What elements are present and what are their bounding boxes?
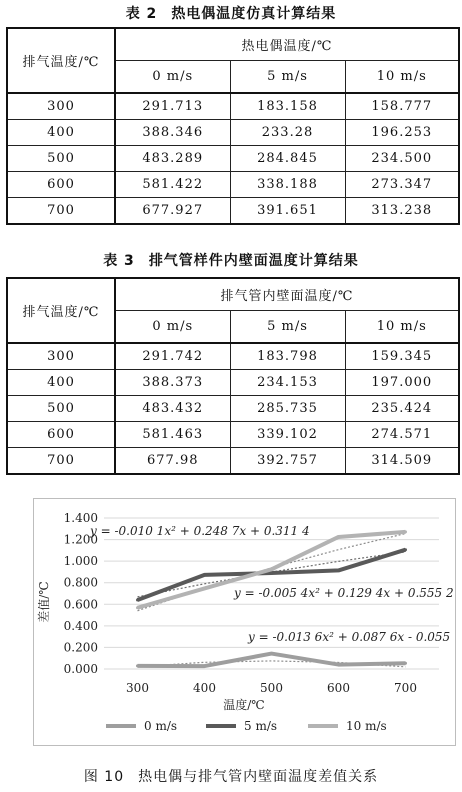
table2-col-header: 10 m/s <box>345 61 459 94</box>
table-cell: 285.735 <box>230 396 345 422</box>
data-point <box>136 664 139 667</box>
table-cell: 600 <box>7 422 115 448</box>
legend-label: 5 m/s <box>244 719 278 733</box>
y-axis-label: 差值/℃ <box>37 581 51 623</box>
series-line <box>138 654 406 667</box>
table-cell: 159.345 <box>345 343 459 370</box>
trend-equation-5ms: y = -0.005 4x² + 0.129 4x + 0.555 2 <box>234 586 454 600</box>
table-cell: 677.98 <box>115 448 230 475</box>
table-cell: 197.000 <box>345 370 459 396</box>
trend-equation-0ms: y = -0.013 6x² + 0.087 6x - 0.055 <box>248 630 451 644</box>
y-tick-label: 0.600 <box>63 597 98 612</box>
table-cell: 700 <box>7 448 115 475</box>
data-point <box>337 535 340 538</box>
table-cell: 483.432 <box>115 396 230 422</box>
table3-group-header: 排气管内壁面温度/℃ <box>115 278 459 311</box>
table-row <box>7 370 459 396</box>
data-point <box>404 548 407 551</box>
data-point <box>270 572 273 575</box>
y-tick-label: 1.000 <box>63 554 98 569</box>
figure-number: 图 10 <box>83 769 125 785</box>
y-tick-label: 0.000 <box>63 662 98 676</box>
x-tick-label: 300 <box>126 681 149 695</box>
table-cell: 291.713 <box>115 93 230 120</box>
y-tick-label: 0.200 <box>63 640 98 655</box>
table3-col-header: 0 m/s <box>115 311 230 344</box>
x-tick-label: 700 <box>394 681 417 695</box>
chart-frame <box>33 498 456 746</box>
y-tick-label: 0.800 <box>63 575 98 590</box>
x-tick-label: 400 <box>193 681 216 695</box>
table-row <box>7 172 459 198</box>
trend-equation-10ms: y = -0.010 1x² + 0.248 7x + 0.311 4 <box>90 524 310 538</box>
table-cell: 483.289 <box>115 146 230 172</box>
table3-col-header: 10 m/s <box>345 311 459 344</box>
figure-caption <box>0 766 462 786</box>
table-cell: 388.346 <box>115 120 230 146</box>
data-point <box>136 606 139 609</box>
table3-number: 表 3 <box>103 253 135 269</box>
table3-caption <box>0 250 462 270</box>
table-cell: 500 <box>7 396 115 422</box>
table-cell: 158.777 <box>345 93 459 120</box>
table2-number: 表 2 <box>125 6 158 22</box>
table3-row-header: 排气温度/℃ <box>7 278 115 343</box>
table-cell: 291.742 <box>115 343 230 370</box>
table-cell: 183.158 <box>230 93 345 120</box>
table-cell: 500 <box>7 146 115 172</box>
legend-label: 10 m/s <box>346 719 387 733</box>
table-cell: 391.651 <box>230 198 345 225</box>
data-point <box>404 530 407 533</box>
y-tick-label: 0.400 <box>63 618 98 633</box>
table-cell: 300 <box>7 343 115 370</box>
table-cell: 700 <box>7 198 115 225</box>
table-cell: 392.757 <box>230 448 345 475</box>
table-cell: 314.509 <box>345 448 459 475</box>
data-point <box>136 598 139 601</box>
legend-label: 0 m/s <box>144 719 178 733</box>
table2 <box>6 27 460 225</box>
table-cell: 235.424 <box>345 396 459 422</box>
table-cell: 400 <box>7 120 115 146</box>
table-row <box>7 396 459 422</box>
table-cell: 581.463 <box>115 422 230 448</box>
x-tick-label: 500 <box>260 681 283 695</box>
table-row <box>7 198 459 225</box>
table-cell: 400 <box>7 370 115 396</box>
table-row <box>7 120 459 146</box>
data-point <box>203 587 206 590</box>
y-tick-label: 1.200 <box>63 532 98 547</box>
x-tick-label: 600 <box>327 681 350 695</box>
data-point <box>270 652 273 655</box>
table-cell: 233.28 <box>230 120 345 146</box>
table2-caption <box>0 3 462 23</box>
x-axis-label: 温度/℃ <box>223 698 265 712</box>
data-point <box>203 573 206 576</box>
table-cell: 338.188 <box>230 172 345 198</box>
table-cell: 300 <box>7 93 115 120</box>
table3-col-header: 5 m/s <box>230 311 345 344</box>
table2-title: 热电偶温度仿真计算结果 <box>171 6 337 22</box>
data-point <box>270 568 273 571</box>
table-cell: 196.253 <box>345 120 459 146</box>
table2-row-header: 排气温度/℃ <box>7 28 115 93</box>
y-tick-label: 1.400 <box>63 511 98 525</box>
line-chart <box>34 499 455 745</box>
data-point <box>203 665 206 668</box>
table-cell: 183.798 <box>230 343 345 370</box>
table-cell: 313.238 <box>345 198 459 225</box>
table2-col-header: 5 m/s <box>230 61 345 94</box>
data-point <box>337 663 340 666</box>
table-cell: 581.422 <box>115 172 230 198</box>
table2-col-header: 0 m/s <box>115 61 230 94</box>
table-row <box>7 93 459 120</box>
table-cell: 234.500 <box>345 146 459 172</box>
table-row <box>7 343 459 370</box>
table-cell: 388.373 <box>115 370 230 396</box>
data-point <box>404 662 407 665</box>
table2-group-header: 热电偶温度/℃ <box>115 28 459 61</box>
table-cell: 339.102 <box>230 422 345 448</box>
table-cell: 677.927 <box>115 198 230 225</box>
table-row <box>7 146 459 172</box>
data-point <box>337 569 340 572</box>
table-row <box>7 448 459 475</box>
table-cell: 284.845 <box>230 146 345 172</box>
table-cell: 600 <box>7 172 115 198</box>
table-cell: 273.347 <box>345 172 459 198</box>
table3-title: 排气管样件内壁面温度计算结果 <box>148 253 359 269</box>
table-cell: 274.571 <box>345 422 459 448</box>
table3 <box>6 277 460 475</box>
table-cell: 234.153 <box>230 370 345 396</box>
table-row <box>7 422 459 448</box>
figure-title: 热电偶与排气管内壁面温度差值关系 <box>138 769 379 785</box>
